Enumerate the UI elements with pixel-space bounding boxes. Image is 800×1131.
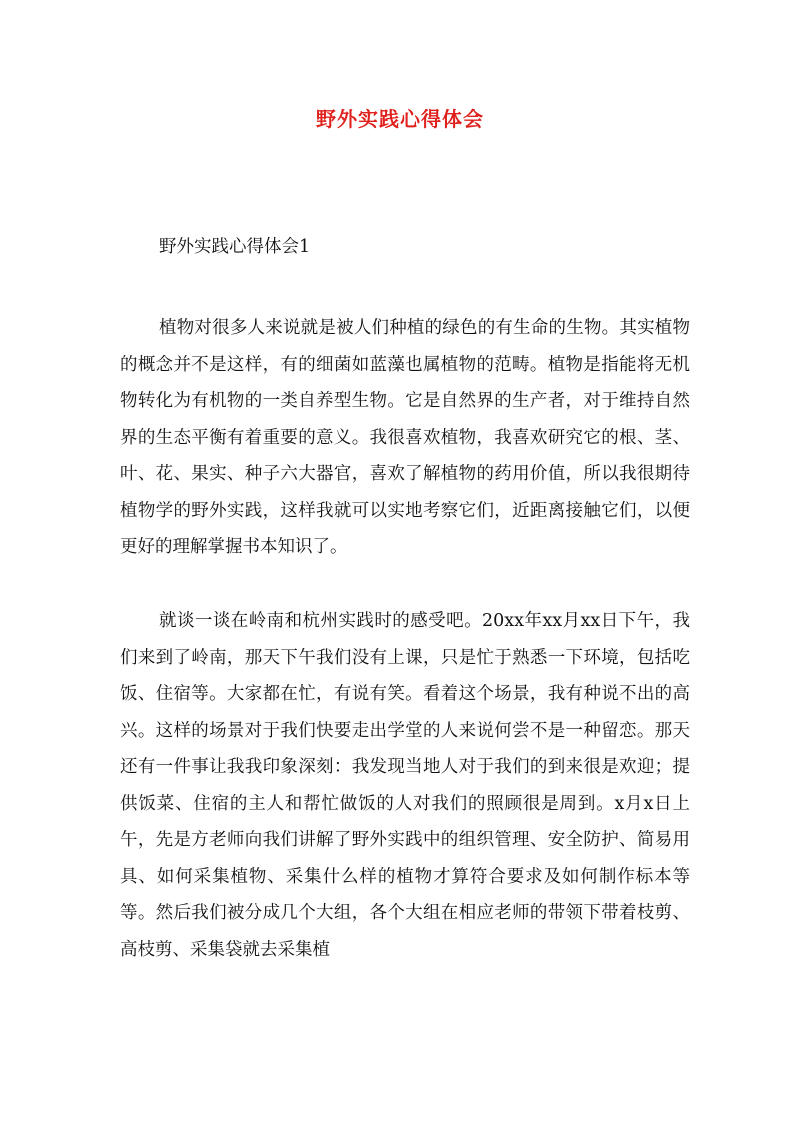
document-title: 野外实践心得体会: [316, 107, 484, 131]
paragraph-1: 植物对很多人来说就是被人们种植的绿色的有生命的生物。其实植物的概念并不是这样，有的细菌如蓝藻也属植物的范畴。植物是指能将无机物转化为有机物的一类自养型生物。它是自然界的生产者，对于维持自然界的生态平衡有着重要的意义。我很喜欢植物，我喜欢研究它的根、茎、叶、花、果实、种子六大器官，喜欢了解植物的药用价值，所以我很期待植物学的野外实践，这样我就可以实地考察它们，近距离接触它们，以便更好的理解掌握书本知识了。: [120, 318, 690, 557]
section-heading: 野外实践心得体会1: [159, 237, 311, 257]
paragraph-2: 就谈一谈在岭南和杭州实践时的感受吧。20xx年xx月xx日下午，我们来到了岭南，那天下午我们没有上课，只是忙于熟悉一下环境，包括吃饭、住宿等。大家都在忙，有说有笑。看着这个场景，我有种说不出的高兴。这样的场景对于我们快要走出学堂的人来说何尝不是一种留恋。那天还有一件事让我我印象深刻：我发现当地人对于我们的到来很是欢迎；提供饭菜、住宿的主人和帮忙做饭的人对我们的照顾很是周到。x月x日上午，先是方老师向我们讲解了野外实践中的组织管理、安全防护、简易用具、如何采集植物、采集什么样的植物才算符合要求及如何制作标本等等。然后我们被分成几个大组，各个大组在相应老师的带领下带着枝剪、高枝剪、采集袋就去采集植: [120, 611, 690, 960]
